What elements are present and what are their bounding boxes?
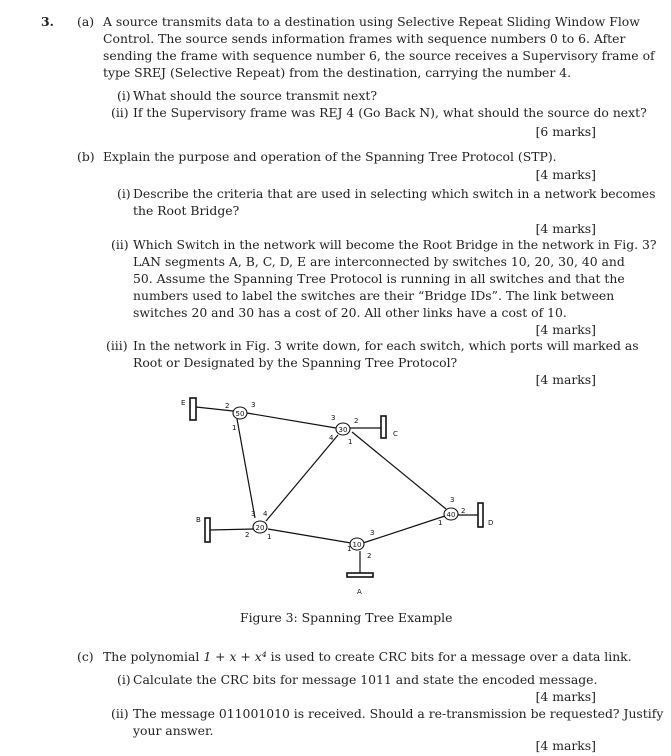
switch-10-label: 10 [352, 541, 362, 549]
part-b-ii-marks: [4 marks] [535, 322, 596, 337]
port-label: 1 [438, 519, 443, 527]
part-a-line: type SREJ (Selective Repeat) from the destination, carrying the number 4. [103, 65, 572, 80]
part-a-ii-label: (ii) [111, 105, 129, 120]
part-a-ii-text: If the Supervisory frame was REJ 4 (Go Back N), what should the source do next? [133, 105, 647, 120]
part-c-i-text: Calculate the CRC bits for message 1011 and state the encoded message. [133, 672, 598, 687]
part-c-text [103, 649, 632, 665]
part-a-i-text: What should the source transmit next? [133, 88, 377, 103]
part-c-label: (c) [77, 649, 94, 664]
link-20-10 [268, 529, 351, 543]
spanning-tree-diagram [0, 388, 671, 618]
part-c-ii-marks: [4 marks] [535, 738, 596, 753]
part-c-i-label: (i) [117, 672, 131, 687]
port-label: 1 [267, 533, 272, 541]
part-a-i-label: (i) [117, 88, 131, 103]
part-a-marks: [6 marks] [535, 124, 596, 139]
part-a-line: A source transmits data to a destination using Selective Repeat Sliding Window Flow [103, 14, 640, 29]
lan-d-label: D [488, 519, 494, 527]
part-c-i-marks: [4 marks] [535, 689, 596, 704]
port-label: 2 [461, 507, 466, 515]
port-label: 3 [251, 510, 256, 518]
port-label: 3 [450, 496, 455, 504]
switch-30-label: 30 [338, 426, 348, 434]
part-b-iii-line: Root or Designated by the Spanning Tree Protocol? [133, 355, 458, 370]
crc-polynomial: 1 + x + x⁴ [203, 649, 267, 664]
part-b-i-marks: [4 marks] [535, 221, 596, 236]
part-a-line: sending the frame with sequence number 6, the source receives a Supervisory frame of [103, 48, 655, 63]
lan-b-label: B [196, 516, 201, 524]
switch-50-label: 50 [235, 410, 245, 418]
part-b-iii-line: In the network in Fig. 3 write down, for each switch, which ports will marked as [133, 338, 639, 353]
port-label: 2 [245, 531, 250, 539]
lan-segment-c [381, 416, 386, 438]
part-b-ii-label: (ii) [111, 237, 129, 252]
port-label: 2 [367, 552, 372, 560]
port-label: 2 [225, 402, 230, 410]
part-b-text: Explain the purpose and operation of the Spanning Tree Protocol (STP). [103, 149, 557, 164]
port-label: 3 [370, 529, 375, 537]
link-50-30 [247, 413, 336, 428]
lan-a-label: A [357, 588, 362, 596]
part-a-label: (a) [77, 14, 95, 29]
lan-segment-d [478, 503, 483, 527]
part-b-i-line: Describe the criteria that are used in selecting which switch in a network becomes [133, 186, 656, 201]
port-label: 1 [348, 438, 353, 446]
part-c-text-pre: The polynomial [103, 649, 200, 664]
port-label: 3 [251, 401, 256, 409]
part-b-marks: [4 marks] [535, 167, 596, 182]
part-b-i-label: (i) [117, 186, 131, 201]
port-label: 4 [329, 434, 334, 442]
part-b-ii-line: numbers used to label the switches are their “Bridge IDs”. The link between [133, 288, 615, 303]
port-label: 4 [263, 510, 268, 518]
switch-20-label: 20 [255, 524, 265, 532]
part-c-ii-line: your answer. [133, 723, 214, 738]
part-b-label: (b) [77, 149, 95, 164]
link-30-20 [266, 435, 338, 521]
lan-segment-a [347, 573, 373, 577]
switch-40-label: 40 [446, 511, 456, 519]
lan-b-stub [210, 529, 254, 530]
part-c-ii-line: The message 011001010 is received. Should a re-transmission be requested? Justify [133, 706, 664, 721]
part-c-ii-label: (ii) [111, 706, 129, 721]
question-number: 3. [41, 14, 54, 29]
port-label: 3 [331, 414, 336, 422]
part-b-ii-line: 50. Assume the Spanning Tree Protocol is running in all switches and that the [133, 271, 625, 286]
part-c-text-post: is used to create CRC bits for a message over a data link. [270, 649, 632, 664]
port-label: 1 [232, 424, 237, 432]
part-b-i-line: the Root Bridge? [133, 203, 240, 218]
part-b-ii-line: LAN segments A, B, C, D, E are interconnected by switches 10, 20, 30, 40 and [133, 254, 625, 269]
part-b-ii-line: Which Switch in the network will become the Root Bridge in the network in Fig. 3? [133, 237, 657, 252]
lan-e-label: E [181, 399, 186, 407]
lan-segment-e [190, 398, 196, 420]
part-b-iii-marks: [4 marks] [535, 372, 596, 387]
port-label: 1 [347, 545, 352, 553]
part-b-iii-label: (iii) [106, 338, 128, 353]
lan-c-label: C [393, 430, 398, 438]
lan-segment-b [205, 518, 210, 542]
part-b-ii-line: switches 20 and 30 has a cost of 20. All other links have a cost of 10. [133, 305, 567, 320]
figure-caption: Figure 3: Spanning Tree Example [240, 610, 453, 625]
part-a-line: Control. The source sends information frames with sequence numbers 0 to 6. After [103, 31, 626, 46]
link-30-40 [352, 432, 446, 509]
port-label: 2 [354, 417, 359, 425]
link-40-10 [363, 516, 445, 543]
link-50-20 [237, 419, 255, 518]
